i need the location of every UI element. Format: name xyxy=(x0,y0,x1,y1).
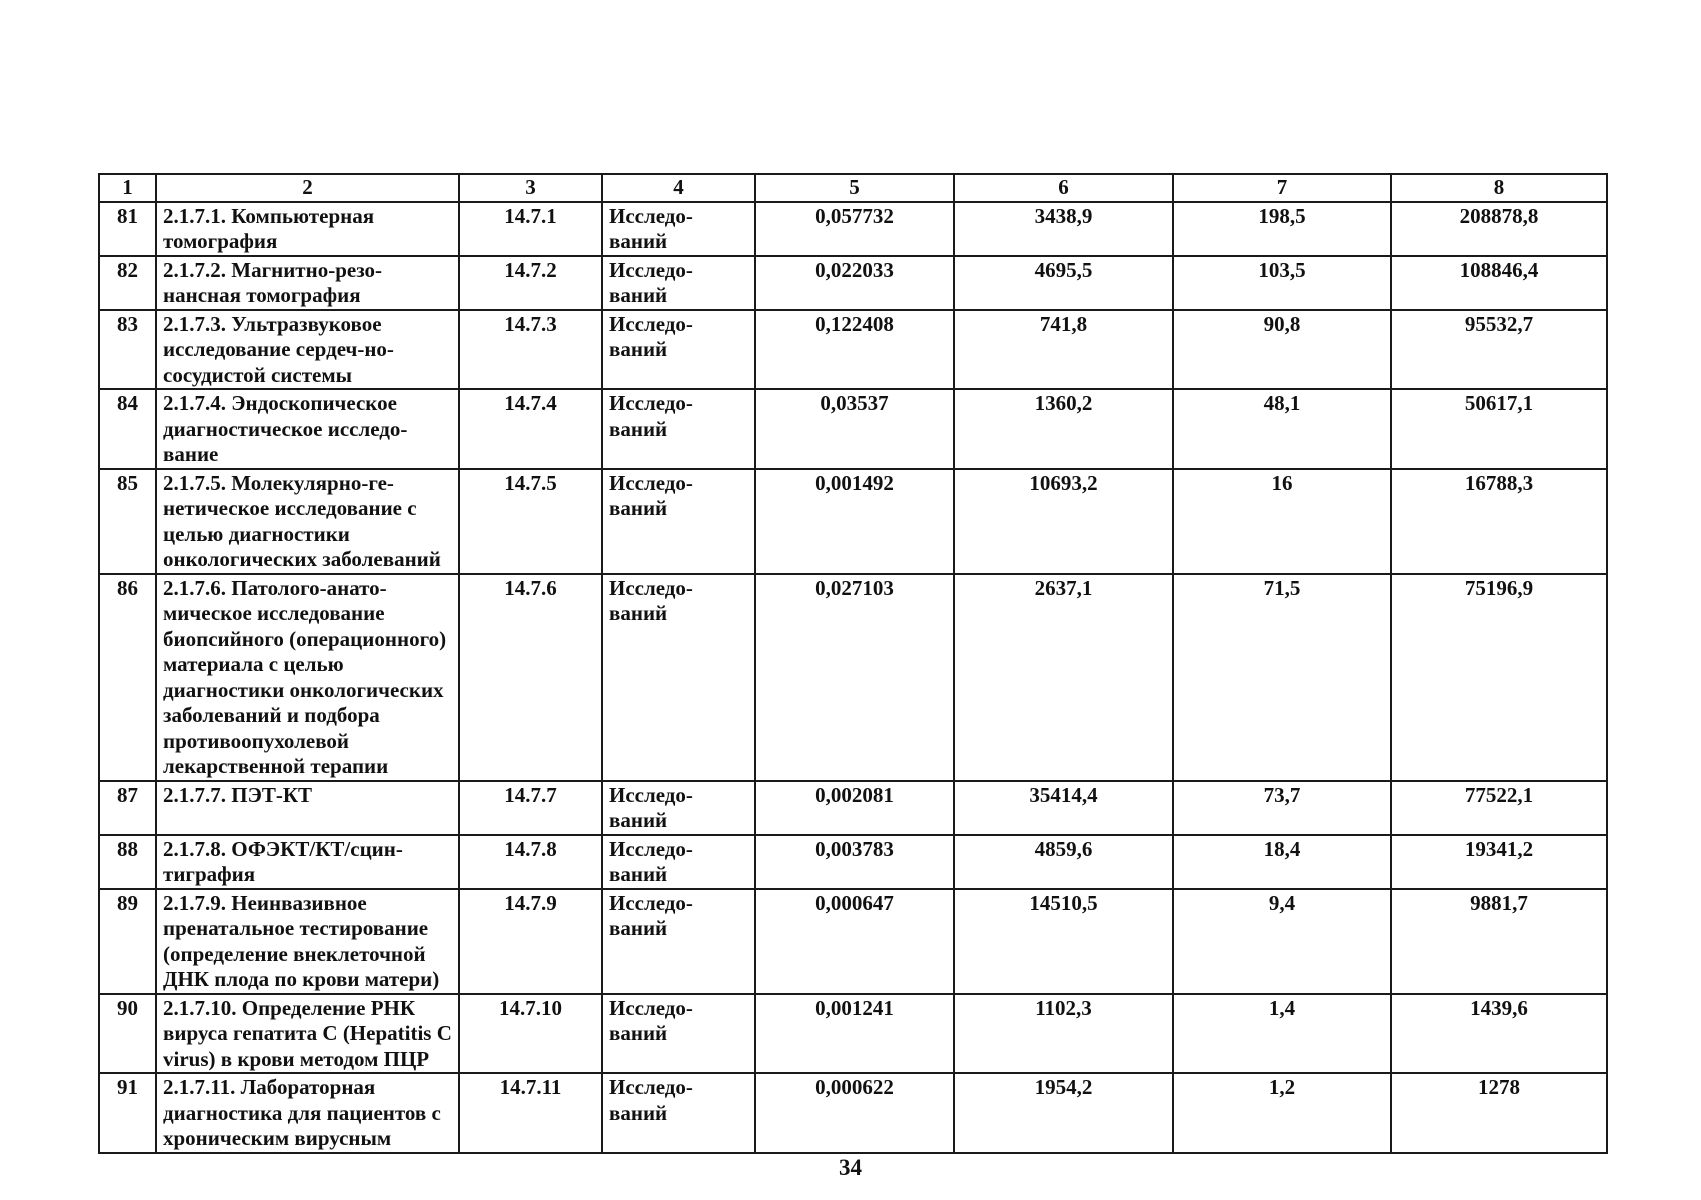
row-unit: Исследо-ваний xyxy=(602,781,755,835)
row-name: 2.1.7.11. Лабораторная диагностика для пациентов с хроническим вирусным xyxy=(156,1073,459,1153)
header-cell-1: 1 xyxy=(99,174,156,202)
table-row xyxy=(99,256,1607,310)
header-cell-3: 3 xyxy=(459,174,602,202)
row-value-7: 16 xyxy=(1173,469,1391,574)
header-cell-7: 7 xyxy=(1173,174,1391,202)
row-value-5: 0,000647 xyxy=(755,889,954,994)
row-name: 2.1.7.4. Эндоскопическое диагностическое исследо-вание xyxy=(156,389,459,469)
row-code: 14.7.9 xyxy=(459,889,602,994)
table-row xyxy=(99,202,1607,256)
row-value-8: 208878,8 xyxy=(1391,202,1607,256)
row-code: 14.7.2 xyxy=(459,256,602,310)
row-code: 14.7.10 xyxy=(459,994,602,1074)
row-number: 91 xyxy=(99,1073,156,1153)
row-value-7: 198,5 xyxy=(1173,202,1391,256)
row-value-6: 1360,2 xyxy=(954,389,1173,469)
row-value-6: 1954,2 xyxy=(954,1073,1173,1153)
row-unit: Исследо-ваний xyxy=(602,256,755,310)
row-value-5: 0,003783 xyxy=(755,835,954,889)
row-value-8: 16788,3 xyxy=(1391,469,1607,574)
table-row xyxy=(99,889,1607,994)
row-value-6: 741,8 xyxy=(954,310,1173,390)
row-value-6: 3438,9 xyxy=(954,202,1173,256)
row-number: 90 xyxy=(99,994,156,1074)
row-value-8: 77522,1 xyxy=(1391,781,1607,835)
row-code: 14.7.5 xyxy=(459,469,602,574)
row-code: 14.7.7 xyxy=(459,781,602,835)
header-cell-4: 4 xyxy=(602,174,755,202)
row-code: 14.7.3 xyxy=(459,310,602,390)
row-unit: Исследо-ваний xyxy=(602,574,755,781)
row-number: 82 xyxy=(99,256,156,310)
row-name: 2.1.7.2. Магнитно-резо-нансная томография xyxy=(156,256,459,310)
row-value-5: 0,027103 xyxy=(755,574,954,781)
table-row xyxy=(99,1073,1607,1153)
row-value-5: 0,002081 xyxy=(755,781,954,835)
row-name: 2.1.7.7. ПЭТ-КТ xyxy=(156,781,459,835)
table-row xyxy=(99,469,1607,574)
header-row xyxy=(99,174,1607,202)
row-value-8: 95532,7 xyxy=(1391,310,1607,390)
row-number: 85 xyxy=(99,469,156,574)
row-number: 83 xyxy=(99,310,156,390)
row-code: 14.7.1 xyxy=(459,202,602,256)
row-value-7: 1,4 xyxy=(1173,994,1391,1074)
table-header xyxy=(99,174,1607,202)
row-value-7: 71,5 xyxy=(1173,574,1391,781)
table-row xyxy=(99,389,1607,469)
row-name: 2.1.7.9. Неинвазивное пренатальное тестирование (определение внеклеточной ДНК плода по крови матери) xyxy=(156,889,459,994)
page-number: 34 xyxy=(839,1155,862,1180)
row-value-5: 0,03537 xyxy=(755,389,954,469)
header-cell-6: 6 xyxy=(954,174,1173,202)
row-unit: Исследо-ваний xyxy=(602,469,755,574)
row-code: 14.7.4 xyxy=(459,389,602,469)
row-value-7: 103,5 xyxy=(1173,256,1391,310)
row-number: 87 xyxy=(99,781,156,835)
row-unit: Исследо-ваний xyxy=(602,1073,755,1153)
row-value-8: 19341,2 xyxy=(1391,835,1607,889)
row-value-8: 1278 xyxy=(1391,1073,1607,1153)
row-unit: Исследо-ваний xyxy=(602,310,755,390)
header-cell-8: 8 xyxy=(1391,174,1607,202)
row-code: 14.7.8 xyxy=(459,835,602,889)
row-value-8: 1439,6 xyxy=(1391,994,1607,1074)
row-name: 2.1.7.3. Ультразвуковое исследование сердеч-но-сосудистой системы xyxy=(156,310,459,390)
header-cell-5: 5 xyxy=(755,174,954,202)
row-unit: Исследо-ваний xyxy=(602,994,755,1074)
row-value-7: 9,4 xyxy=(1173,889,1391,994)
row-name: 2.1.7.6. Патолого-анато-мическое исследование биопсийного (операционного) материала с целью диагностики онкологических заболеваний и подбора противоопухолевой лекарственной терапии xyxy=(156,574,459,781)
row-number: 81 xyxy=(99,202,156,256)
row-name: 2.1.7.8. ОФЭКТ/КТ/сцин-тиграфия xyxy=(156,835,459,889)
row-value-6: 35414,4 xyxy=(954,781,1173,835)
row-value-7: 90,8 xyxy=(1173,310,1391,390)
data-table xyxy=(98,173,1608,1154)
row-code: 14.7.11 xyxy=(459,1073,602,1153)
table-row xyxy=(99,781,1607,835)
row-value-7: 48,1 xyxy=(1173,389,1391,469)
table-row xyxy=(99,835,1607,889)
row-value-8: 50617,1 xyxy=(1391,389,1607,469)
table-row xyxy=(99,994,1607,1074)
row-number: 88 xyxy=(99,835,156,889)
row-value-6: 14510,5 xyxy=(954,889,1173,994)
row-value-6: 10693,2 xyxy=(954,469,1173,574)
row-unit: Исследо-ваний xyxy=(602,389,755,469)
table-body xyxy=(99,202,1607,1153)
row-value-8: 75196,9 xyxy=(1391,574,1607,781)
row-value-5: 0,122408 xyxy=(755,310,954,390)
row-value-6: 4859,6 xyxy=(954,835,1173,889)
row-unit: Исследо-ваний xyxy=(602,202,755,256)
row-number: 86 xyxy=(99,574,156,781)
row-value-7: 18,4 xyxy=(1173,835,1391,889)
row-value-8: 108846,4 xyxy=(1391,256,1607,310)
table-row xyxy=(99,310,1607,390)
row-unit: Исследо-ваний xyxy=(602,835,755,889)
row-name: 2.1.7.10. Определение РНК вируса гепатита С (Hepatitis C virus) в крови методом ПЦР xyxy=(156,994,459,1074)
row-unit: Исследо-ваний xyxy=(602,889,755,994)
row-value-5: 0,057732 xyxy=(755,202,954,256)
header-cell-2: 2 xyxy=(156,174,459,202)
row-value-7: 1,2 xyxy=(1173,1073,1391,1153)
row-value-7: 73,7 xyxy=(1173,781,1391,835)
row-value-6: 4695,5 xyxy=(954,256,1173,310)
row-value-5: 0,001492 xyxy=(755,469,954,574)
row-value-6: 1102,3 xyxy=(954,994,1173,1074)
row-value-5: 0,001241 xyxy=(755,994,954,1074)
row-number: 84 xyxy=(99,389,156,469)
row-number: 89 xyxy=(99,889,156,994)
row-value-8: 9881,7 xyxy=(1391,889,1607,994)
row-code: 14.7.6 xyxy=(459,574,602,781)
row-value-5: 0,000622 xyxy=(755,1073,954,1153)
row-name: 2.1.7.1. Компьютерная томография xyxy=(156,202,459,256)
table-row xyxy=(99,574,1607,781)
row-value-5: 0,022033 xyxy=(755,256,954,310)
row-value-6: 2637,1 xyxy=(954,574,1173,781)
row-name: 2.1.7.5. Молекулярно-ге-нетическое исследование с целью диагностики онкологических заболеваний xyxy=(156,469,459,574)
